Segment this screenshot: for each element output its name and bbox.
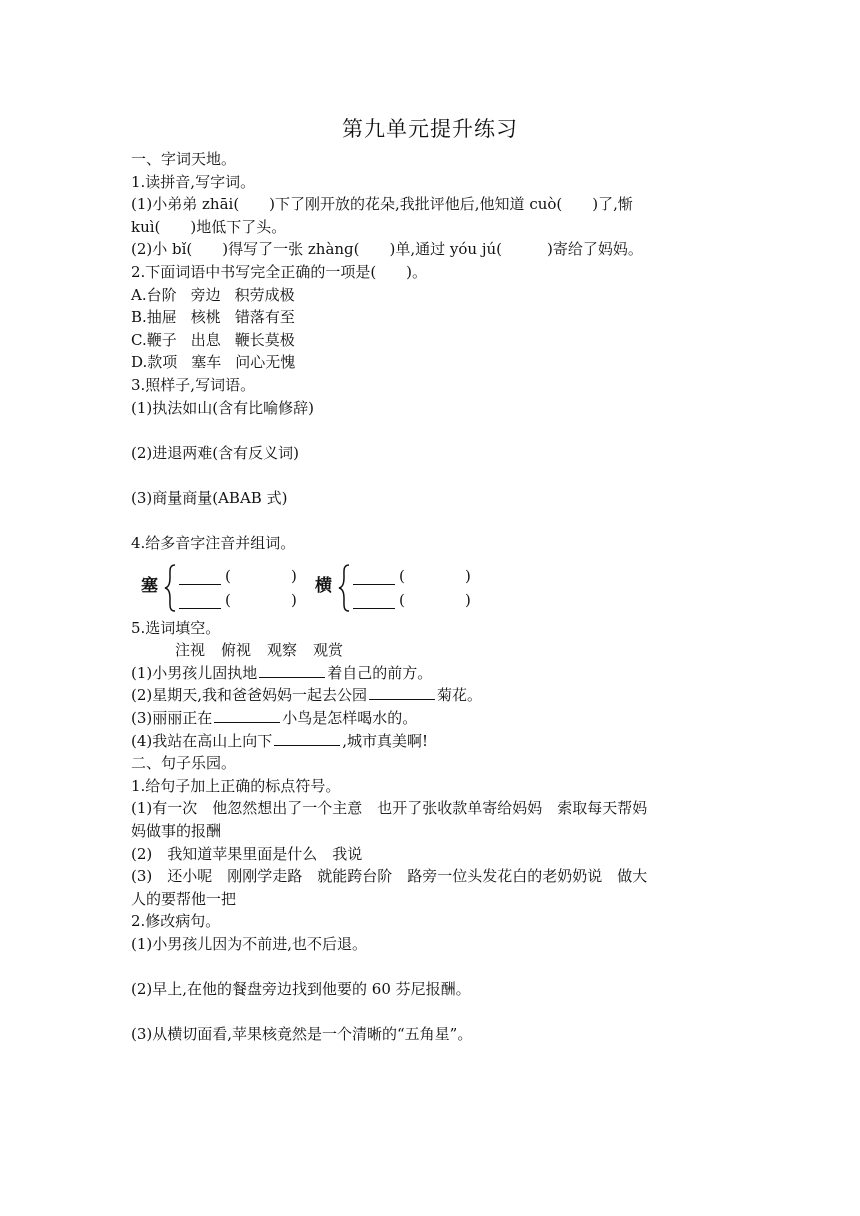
paren-close: ) [465, 566, 471, 585]
word-bank-item: 俯视 [221, 641, 252, 660]
option-word: B.抽屉 [131, 308, 177, 327]
paren-close: ) [465, 590, 471, 609]
question-line: kuì( )地低下了头。 [131, 217, 287, 236]
word-bank-item: 观赏 [313, 641, 344, 660]
option-row [131, 351, 731, 374]
brace-icon [337, 563, 351, 613]
paren-open: ( [225, 590, 231, 609]
brace-icon [163, 563, 177, 613]
question-line: (1)有一次 他忽然想出了一个主意 也开了张收款单寄给妈妈 索取每天帮妈 [131, 799, 648, 818]
answer-blank[interactable] [274, 731, 340, 746]
question-line: (1)小弟弟 zhāi( )下了刚开放的花朵,我批评他后,他知道 cuò( )了,惭 [131, 195, 633, 214]
worksheet-content [131, 148, 731, 1046]
polyphone-group [141, 563, 301, 615]
section-heading: 二、句子乐园。 [131, 754, 237, 773]
answer-blank[interactable] [259, 663, 325, 678]
question-line: 妈做事的报酬 [131, 822, 222, 841]
question-item: (2)早上,在他的餐盘旁边找到他要的 60 芬尼报酬。 [131, 980, 471, 999]
question-item: (2)进退两难(含有反义词) [131, 443, 299, 462]
option-word: 鞭长莫极 [234, 330, 295, 349]
fill-item: (2)星期天,我和爸爸妈妈一起去公园 菊花。 [131, 686, 483, 705]
paren-open: ( [399, 566, 405, 585]
answer-blank[interactable] [369, 685, 435, 700]
question-heading: 1.读拼音,写字词。 [131, 172, 256, 191]
question-heading: 2.下面词语中书写完全正确的一项是( )。 [131, 262, 428, 281]
fill-item: (3)丽丽正在 小鸟是怎样喝水的。 [131, 709, 418, 728]
paren-close: ) [291, 566, 297, 585]
option-word: 积劳成极 [234, 285, 295, 304]
option-row [131, 284, 731, 307]
option-row [131, 329, 731, 352]
question-line: (2) 我知道苹果里面是什么 我说 [131, 844, 363, 863]
question-item: (1)小男孩儿因为不前进,也不后退。 [131, 935, 368, 953]
option-word: 塞车 [191, 353, 222, 372]
paren-close: ) [291, 590, 297, 609]
section-heading: 一、字词天地。 [131, 150, 237, 168]
polyphone-char: 塞 [141, 575, 158, 596]
word-bank [131, 639, 731, 662]
option-word: C.鞭子 [131, 330, 177, 349]
option-word: A.台阶 [131, 285, 177, 304]
answer-blank[interactable] [214, 708, 280, 723]
polyphone-char: 横 [315, 575, 332, 596]
question-heading: 5.选词填空。 [131, 618, 221, 637]
page-title: 第九单元提升练习 [342, 117, 518, 141]
polyphone-figure [131, 563, 731, 615]
question-heading: 1.给句子加上正确的标点符号。 [131, 776, 341, 795]
fill-item: (4)我站在高山上向下 ,城市真美啊! [131, 731, 429, 750]
question-line: (2)小 bǐ( )得写了一张 zhànɡ( )单,通过 yóu jú( )寄给了妈妈。 [131, 240, 643, 259]
polyphone-group [315, 563, 475, 615]
question-heading: 3.照样子,写词语。 [131, 375, 256, 394]
paren-open: ( [225, 566, 231, 585]
option-word: 核桃 [190, 308, 221, 327]
fill-item: (1)小男孩儿固执地 着自己的前方。 [131, 663, 433, 682]
word-bank-item: 注视 [175, 641, 206, 660]
question-item: (1)执法如山(含有比喻修辞) [131, 398, 314, 417]
option-word: 错落有至 [234, 308, 295, 327]
question-heading: 4.给多音字注音并组词。 [131, 534, 296, 553]
option-row [131, 306, 731, 329]
question-line: (3) 还小呢 刚刚学走路 就能跨台阶 路旁一位头发花白的老奶奶说 做大 [131, 867, 648, 886]
option-word: 出息 [190, 330, 221, 349]
option-word: 旁边 [190, 285, 221, 304]
option-word: 问心无愧 [235, 353, 296, 372]
word-bank-item: 观察 [267, 641, 298, 660]
question-item: (3)从横切面看,苹果核竟然是一个清晰的“五角星”。 [131, 1025, 473, 1044]
option-word: D.款项 [131, 353, 178, 372]
question-heading: 2.修改病句。 [131, 912, 221, 931]
question-item: (3)商量商量(ABAB 式) [131, 488, 288, 507]
paren-open: ( [399, 590, 405, 609]
question-line: 人的要帮他一把 [131, 889, 237, 908]
